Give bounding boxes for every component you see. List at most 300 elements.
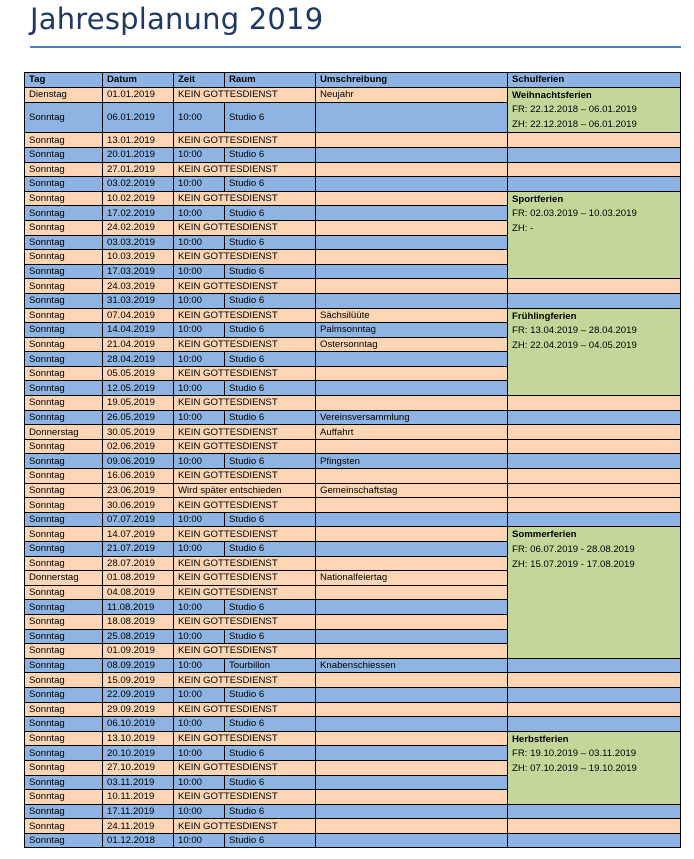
cell-tag: Sonntag (25, 337, 103, 352)
cell-umschreibung (316, 352, 508, 367)
cell-schulferien-empty (508, 293, 681, 308)
ferien-dates: ZH: 07.10.2019 – 19.10.2019 (512, 762, 637, 774)
cell-tag: Sonntag (25, 527, 103, 542)
cell-zeit: 10:00 (174, 804, 225, 819)
cell-tag: Sonntag (25, 614, 103, 629)
cell-datum: 06.10.2019 (103, 717, 174, 732)
cell-zeit: 10:00 (174, 381, 225, 396)
table-body (25, 87, 681, 848)
cell-datum: 12.05.2019 (103, 381, 174, 396)
cell-umschreibung (316, 702, 508, 717)
cell-raum: Studio 6 (225, 381, 316, 396)
cell-tag: Sonntag (25, 804, 103, 819)
ferien-name: Frühlingferien (512, 310, 577, 322)
ferien-dates: ZH: - (512, 222, 534, 234)
cell-datum: 02.06.2019 (103, 439, 174, 454)
header-tag: Tag (25, 73, 103, 88)
ferien-dates: FR: 06.07.2019 - 28.08.2019 (512, 544, 635, 555)
cell-schulferien-empty (508, 833, 681, 848)
cell-datum: 11.08.2019 (103, 600, 174, 615)
cell-datum: 01.09.2019 (103, 644, 174, 659)
cell-zeit: 10:00 (174, 512, 225, 527)
cell-tag: Sonntag (25, 191, 103, 206)
cell-datum: 07.07.2019 (103, 512, 174, 527)
cell-kein-gottesdienst: KEIN GOTTESDIENST (174, 220, 316, 235)
cell-tag: Sonntag (25, 483, 103, 498)
cell-datum: 17.02.2019 (103, 206, 174, 221)
page-title: Jahresplanung 2019 (30, 2, 324, 36)
cell-kein-gottesdienst: KEIN GOTTESDIENST (174, 673, 316, 688)
cell-tag: Sonntag (25, 279, 103, 294)
cell-umschreibung (316, 498, 508, 513)
cell-kein-gottesdienst: KEIN GOTTESDIENST (174, 644, 316, 659)
table-row (25, 731, 681, 746)
table-row (25, 425, 681, 440)
cell-datum: 01.08.2019 (103, 571, 174, 586)
cell-tag: Sonntag (25, 702, 103, 717)
table-row (25, 498, 681, 513)
cell-kein-gottesdienst: KEIN GOTTESDIENST (174, 571, 316, 586)
cell-tag: Sonntag (25, 366, 103, 381)
cell-umschreibung (316, 439, 508, 454)
cell-umschreibung (316, 366, 508, 381)
cell-tag: Sonntag (25, 746, 103, 761)
cell-schulferien-empty (508, 133, 681, 148)
cell-schulferien-empty (508, 162, 681, 177)
table-row (25, 804, 681, 819)
cell-tag: Sonntag (25, 250, 103, 265)
cell-umschreibung (316, 833, 508, 848)
cell-umschreibung (316, 760, 508, 775)
cell-schulferien-empty (508, 396, 681, 411)
cell-umschreibung: Gemeinschaftstag (316, 483, 508, 498)
cell-kein-gottesdienst: KEIN GOTTESDIENST (174, 585, 316, 600)
table-row (25, 483, 681, 498)
cell-umschreibung: Vereinsversammlung (316, 410, 508, 425)
cell-zeit: 10:00 (174, 264, 225, 279)
cell-tag: Sonntag (25, 600, 103, 615)
cell-schulferien-empty (508, 804, 681, 819)
cell-raum: Studio 6 (225, 746, 316, 761)
cell-datum: 27.10.2019 (103, 760, 174, 775)
table-row (25, 702, 681, 717)
cell-umschreibung: Pfingsten (316, 454, 508, 469)
cell-datum: 18.08.2019 (103, 614, 174, 629)
table-row (25, 279, 681, 294)
cell-kein-gottesdienst: KEIN GOTTESDIENST (174, 250, 316, 265)
table-row (25, 308, 681, 323)
cell-kein-gottesdienst: KEIN GOTTESDIENST (174, 790, 316, 805)
cell-tag: Sonntag (25, 687, 103, 702)
cell-datum: 15.09.2019 (103, 673, 174, 688)
cell-raum: Studio 6 (225, 410, 316, 425)
cell-datum: 03.11.2019 (103, 775, 174, 790)
cell-raum: Studio 6 (225, 293, 316, 308)
table-row (25, 87, 681, 103)
cell-datum: 21.04.2019 (103, 337, 174, 352)
cell-umschreibung: Ostersonntag (316, 337, 508, 352)
cell-umschreibung: Auffahrt (316, 425, 508, 440)
schulferien-block (508, 308, 681, 396)
cell-tag: Sonntag (25, 235, 103, 250)
cell-raum: Studio 6 (225, 600, 316, 615)
cell-raum: Studio 6 (225, 717, 316, 732)
cell-umschreibung (316, 279, 508, 294)
table-row (25, 191, 681, 206)
cell-umschreibung (316, 746, 508, 761)
header-datum: Datum (103, 73, 174, 88)
table-row (25, 673, 681, 688)
cell-zeit: 10:00 (174, 293, 225, 308)
header-zeit: Zeit (174, 73, 225, 88)
cell-kein-gottesdienst: KEIN GOTTESDIENST (174, 731, 316, 746)
cell-tag: Sonntag (25, 717, 103, 732)
cell-zeit: 10:00 (174, 323, 225, 338)
ferien-name: Weihnachtsferien (512, 89, 592, 101)
cell-tag: Sonntag (25, 629, 103, 644)
cell-kein-gottesdienst: KEIN GOTTESDIENST (174, 819, 316, 834)
ferien-name: Sommerferien (512, 529, 577, 541)
cell-kein-gottesdienst: KEIN GOTTESDIENST (174, 162, 316, 177)
cell-datum: 20.10.2019 (103, 746, 174, 761)
cell-kein-gottesdienst: KEIN GOTTESDIENST (174, 498, 316, 513)
cell-raum: Studio 6 (225, 833, 316, 848)
cell-umschreibung: Neujahr (316, 87, 508, 103)
cell-schulferien-empty (508, 498, 681, 513)
table-row (25, 439, 681, 454)
cell-schulferien-empty (508, 279, 681, 294)
cell-datum: 27.01.2019 (103, 162, 174, 177)
cell-umschreibung: Sächsilüüte (316, 308, 508, 323)
cell-datum: 24.02.2019 (103, 220, 174, 235)
title-underline (30, 46, 681, 48)
cell-datum: 30.06.2019 (103, 498, 174, 513)
cell-umschreibung (316, 819, 508, 834)
header-umschreibung: Umschreibung (316, 73, 508, 88)
cell-umschreibung (316, 381, 508, 396)
cell-umschreibung (316, 687, 508, 702)
cell-datum: 06.01.2019 (103, 103, 174, 133)
cell-umschreibung (316, 775, 508, 790)
cell-datum: 31.03.2019 (103, 293, 174, 308)
cell-umschreibung (316, 191, 508, 206)
cell-tag: Sonntag (25, 819, 103, 834)
cell-umschreibung (316, 469, 508, 484)
cell-umschreibung (316, 250, 508, 265)
cell-tag: Sonntag (25, 469, 103, 484)
cell-datum: 29.09.2019 (103, 702, 174, 717)
cell-raum: Studio 6 (225, 264, 316, 279)
table-row (25, 162, 681, 177)
cell-datum: 28.04.2019 (103, 352, 174, 367)
cell-tag: Sonntag (25, 644, 103, 659)
cell-tag: Sonntag (25, 658, 103, 673)
cell-schulferien-empty (508, 483, 681, 498)
cell-umschreibung (316, 264, 508, 279)
cell-schulferien-empty (508, 410, 681, 425)
cell-zeit: 10:00 (174, 717, 225, 732)
cell-umschreibung (316, 804, 508, 819)
cell-zeit: 10:00 (174, 410, 225, 425)
cell-schulferien-empty (508, 469, 681, 484)
cell-umschreibung (316, 542, 508, 557)
cell-datum: 20.01.2019 (103, 147, 174, 162)
cell-kein-gottesdienst: KEIN GOTTESDIENST (174, 133, 316, 148)
cell-schulferien-empty (508, 177, 681, 192)
cell-tag: Sonntag (25, 323, 103, 338)
cell-kein-gottesdienst: KEIN GOTTESDIENST (174, 279, 316, 294)
cell-tag: Sonntag (25, 673, 103, 688)
ferien-name: Herbstferien (512, 733, 569, 745)
cell-kein-gottesdienst: KEIN GOTTESDIENST (174, 469, 316, 484)
cell-datum: 03.02.2019 (103, 177, 174, 192)
cell-raum: Studio 6 (225, 103, 316, 133)
cell-datum: 24.03.2019 (103, 279, 174, 294)
cell-datum: 14.07.2019 (103, 527, 174, 542)
cell-tag: Sonntag (25, 220, 103, 235)
cell-umschreibung (316, 673, 508, 688)
cell-kein-gottesdienst: KEIN GOTTESDIENST (174, 425, 316, 440)
cell-zeit: 10:00 (174, 177, 225, 192)
cell-schulferien-empty (508, 687, 681, 702)
cell-zeit: 10:00 (174, 687, 225, 702)
cell-schulferien-empty (508, 512, 681, 527)
cell-schulferien-empty (508, 702, 681, 717)
cell-kein-gottesdienst: KEIN GOTTESDIENST (174, 556, 316, 571)
cell-datum: 21.07.2019 (103, 542, 174, 557)
table-row (25, 147, 681, 162)
cell-datum: 05.05.2019 (103, 366, 174, 381)
table-row (25, 658, 681, 673)
ferien-dates: ZH: 15.07.2019 - 17.08.2019 (512, 558, 635, 570)
cell-tag: Sonntag (25, 352, 103, 367)
cell-umschreibung (316, 629, 508, 644)
cell-umschreibung (316, 293, 508, 308)
schulferien-block (508, 191, 681, 279)
cell-zeit: 10:00 (174, 454, 225, 469)
cell-datum: 28.07.2019 (103, 556, 174, 571)
cell-zeit: 10:00 (174, 103, 225, 133)
cell-umschreibung (316, 220, 508, 235)
cell-umschreibung (316, 103, 508, 133)
cell-umschreibung (316, 527, 508, 542)
cell-datum: 03.03.2019 (103, 235, 174, 250)
cell-umschreibung (316, 512, 508, 527)
ferien-dates: ZH: 22.12.2018 – 06.01.2019 (512, 118, 637, 130)
cell-kein-gottesdienst: KEIN GOTTESDIENST (174, 396, 316, 411)
cell-datum: 09.06.2019 (103, 454, 174, 469)
cell-kein-gottesdienst: KEIN GOTTESDIENST (174, 337, 316, 352)
cell-schulferien-empty (508, 673, 681, 688)
cell-tag: Sonntag (25, 162, 103, 177)
cell-umschreibung (316, 162, 508, 177)
table-header-row (25, 73, 681, 88)
cell-datum: 22.09.2019 (103, 687, 174, 702)
cell-umschreibung: Palmsonntag (316, 323, 508, 338)
cell-umschreibung (316, 177, 508, 192)
cell-zeit: 10:00 (174, 629, 225, 644)
cell-umschreibung (316, 206, 508, 221)
cell-umschreibung (316, 717, 508, 732)
cell-raum: Studio 6 (225, 147, 316, 162)
table-row (25, 512, 681, 527)
cell-tag: Sonntag (25, 396, 103, 411)
cell-datum: 26.05.2019 (103, 410, 174, 425)
cell-zeit: Wird später entschieden (174, 483, 316, 498)
cell-datum: 23.06.2019 (103, 483, 174, 498)
cell-kein-gottesdienst: KEIN GOTTESDIENST (174, 366, 316, 381)
cell-umschreibung (316, 585, 508, 600)
cell-raum: Studio 6 (225, 512, 316, 527)
cell-zeit: 10:00 (174, 352, 225, 367)
cell-tag: Sonntag (25, 410, 103, 425)
cell-raum: Studio 6 (225, 542, 316, 557)
cell-datum: 07.04.2019 (103, 308, 174, 323)
cell-tag: Sonntag (25, 264, 103, 279)
ferien-dates: ZH: 22.04.2019 – 04.05.2019 (512, 339, 637, 351)
cell-tag: Sonntag (25, 833, 103, 848)
cell-raum: Studio 6 (225, 629, 316, 644)
cell-tag: Sonntag (25, 498, 103, 513)
cell-kein-gottesdienst: KEIN GOTTESDIENST (174, 702, 316, 717)
cell-datum: 13.10.2019 (103, 731, 174, 746)
cell-umschreibung (316, 644, 508, 659)
cell-tag: Sonntag (25, 206, 103, 221)
cell-tag: Sonntag (25, 103, 103, 133)
cell-kein-gottesdienst: KEIN GOTTESDIENST (174, 527, 316, 542)
cell-schulferien-empty (508, 439, 681, 454)
cell-zeit: 10:00 (174, 775, 225, 790)
ferien-dates: FR: 02.03.2019 – 10.03.2019 (512, 208, 637, 220)
schulferien-block (508, 731, 681, 804)
cell-umschreibung: Knabenschiessen (316, 658, 508, 673)
cell-raum: Studio 6 (225, 235, 316, 250)
cell-datum: 19.05.2019 (103, 396, 174, 411)
cell-zeit: 10:00 (174, 206, 225, 221)
cell-tag: Sonntag (25, 439, 103, 454)
table-row (25, 469, 681, 484)
cell-raum: Studio 6 (225, 804, 316, 819)
cell-umschreibung (316, 731, 508, 746)
cell-umschreibung (316, 235, 508, 250)
cell-kein-gottesdienst: KEIN GOTTESDIENST (174, 439, 316, 454)
cell-tag: Sonntag (25, 381, 103, 396)
table-row (25, 819, 681, 834)
cell-datum: 08.09.2019 (103, 658, 174, 673)
schulferien-block (508, 87, 681, 133)
ferien-dates: FR: 19.10.2019 – 03.11.2019 (512, 748, 637, 760)
cell-tag: Sonntag (25, 454, 103, 469)
cell-tag: Sonntag (25, 585, 103, 600)
cell-schulferien-empty (508, 658, 681, 673)
table-row (25, 687, 681, 702)
cell-datum: 01.12.2018 (103, 833, 174, 848)
cell-raum: Tourbillon (225, 658, 316, 673)
cell-umschreibung (316, 147, 508, 162)
header-schulferien: Schulferien (508, 73, 681, 88)
schulferien-block (508, 527, 681, 658)
cell-schulferien-empty (508, 425, 681, 440)
cell-tag: Sonntag (25, 133, 103, 148)
cell-tag: Sonntag (25, 512, 103, 527)
cell-datum: 25.08.2019 (103, 629, 174, 644)
table-row (25, 177, 681, 192)
cell-zeit: 10:00 (174, 746, 225, 761)
cell-tag: Dienstag (25, 87, 103, 103)
cell-tag: Sonntag (25, 308, 103, 323)
cell-datum: 10.02.2019 (103, 191, 174, 206)
cell-kein-gottesdienst: KEIN GOTTESDIENST (174, 308, 316, 323)
cell-datum: 01.01.2019 (103, 87, 174, 103)
ferien-name: Sportferien (512, 193, 564, 205)
cell-datum: 14.04.2019 (103, 323, 174, 338)
cell-tag: Sonntag (25, 542, 103, 557)
cell-tag: Sonntag (25, 293, 103, 308)
table-row (25, 833, 681, 848)
table-row (25, 133, 681, 148)
header-raum: Raum (225, 73, 316, 88)
table-row (25, 410, 681, 425)
cell-datum: 13.01.2019 (103, 133, 174, 148)
cell-datum: 04.08.2019 (103, 585, 174, 600)
cell-tag: Sonntag (25, 556, 103, 571)
cell-raum: Studio 6 (225, 323, 316, 338)
cell-umschreibung (316, 396, 508, 411)
cell-raum: Studio 6 (225, 206, 316, 221)
cell-umschreibung (316, 790, 508, 805)
cell-datum: 17.03.2019 (103, 264, 174, 279)
cell-tag: Sonntag (25, 731, 103, 746)
cell-umschreibung (316, 133, 508, 148)
cell-umschreibung (316, 614, 508, 629)
cell-umschreibung (316, 600, 508, 615)
cell-tag: Sonntag (25, 147, 103, 162)
cell-schulferien-empty (508, 717, 681, 732)
cell-tag: Donnerstag (25, 571, 103, 586)
cell-kein-gottesdienst: KEIN GOTTESDIENST (174, 760, 316, 775)
cell-zeit: 10:00 (174, 147, 225, 162)
cell-schulferien-empty (508, 454, 681, 469)
cell-kein-gottesdienst: KEIN GOTTESDIENST (174, 191, 316, 206)
table-row (25, 717, 681, 732)
annual-plan-table (24, 72, 681, 848)
cell-umschreibung (316, 556, 508, 571)
cell-umschreibung: Nationalfeiertag (316, 571, 508, 586)
cell-zeit: 10:00 (174, 600, 225, 615)
cell-tag: Donnerstag (25, 425, 103, 440)
table-row (25, 527, 681, 542)
cell-kein-gottesdienst: KEIN GOTTESDIENST (174, 87, 316, 103)
cell-datum: 24.11.2019 (103, 819, 174, 834)
cell-tag: Sonntag (25, 177, 103, 192)
cell-datum: 17.11.2019 (103, 804, 174, 819)
cell-kein-gottesdienst: KEIN GOTTESDIENST (174, 614, 316, 629)
ferien-dates: FR: 13.04.2019 – 28.04.2019 (512, 325, 637, 337)
cell-datum: 16.06.2019 (103, 469, 174, 484)
cell-zeit: 10:00 (174, 658, 225, 673)
cell-zeit: 10:00 (174, 542, 225, 557)
cell-raum: Studio 6 (225, 454, 316, 469)
table-row (25, 454, 681, 469)
cell-schulferien-empty (508, 819, 681, 834)
cell-datum: 10.03.2019 (103, 250, 174, 265)
table-row (25, 293, 681, 308)
ferien-dates: FR: 22.12.2018 – 06.01.2019 (512, 104, 637, 116)
cell-raum: Studio 6 (225, 352, 316, 367)
cell-datum: 30.05.2019 (103, 425, 174, 440)
cell-schulferien-empty (508, 147, 681, 162)
cell-zeit: 10:00 (174, 235, 225, 250)
